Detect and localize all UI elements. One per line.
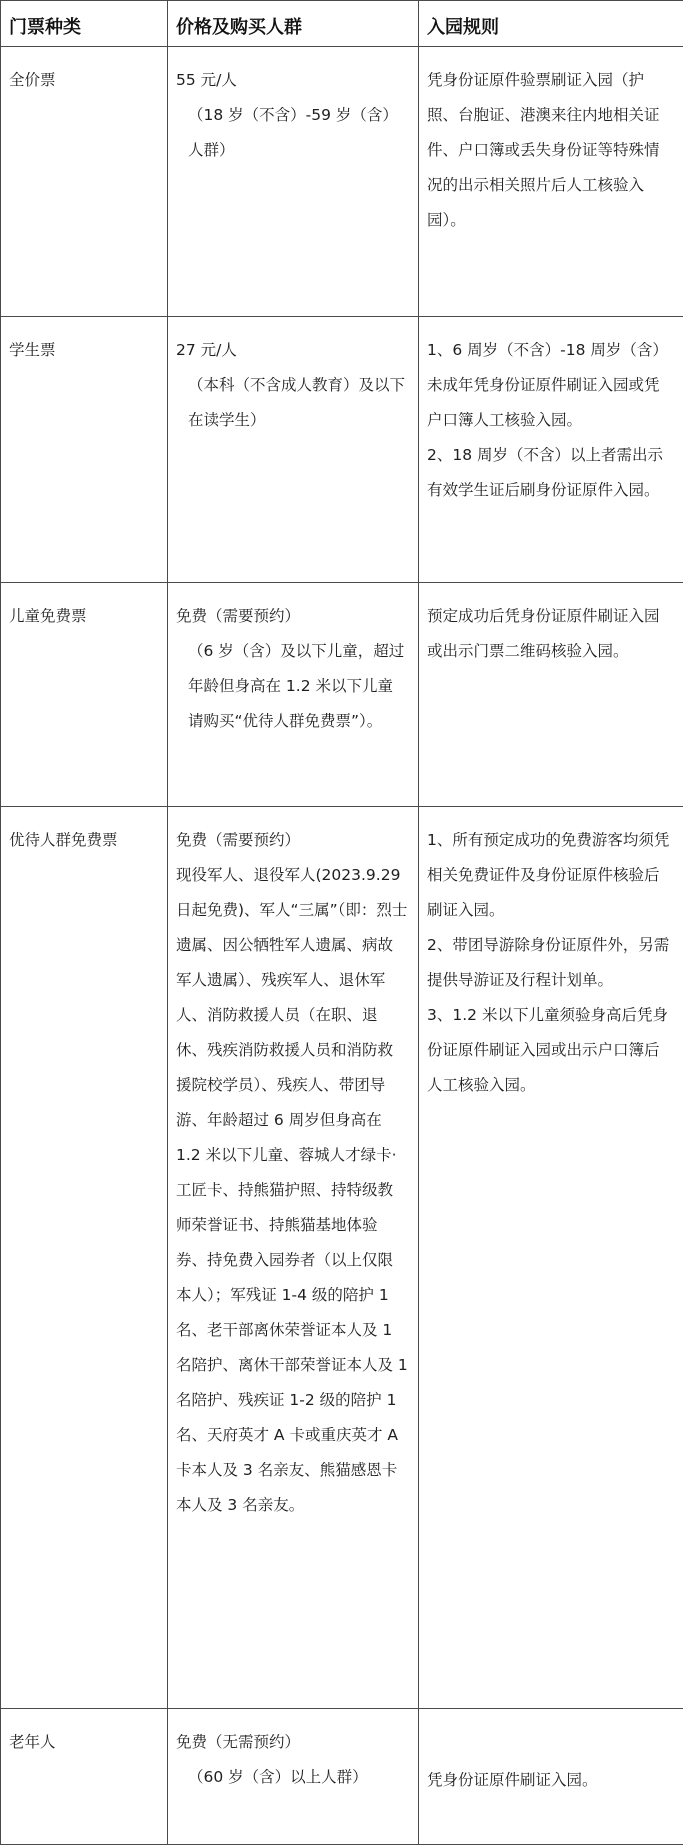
cell-ticket-type: 学生票	[1, 317, 168, 583]
cell-ticket-type: 老年人	[1, 1709, 168, 1845]
table-header	[1, 1, 683, 47]
cell-entry-rules	[419, 807, 683, 1709]
table-row-senior	[1, 1709, 683, 1845]
header-entry-rules: 入园规则	[419, 1, 683, 47]
price-value: 27 元/人	[176, 333, 408, 368]
price-audience: （18 岁（不含）-59 岁（含）人群）	[176, 98, 408, 168]
price-audience: （本科（不含成人教育）及以下在读学生）	[176, 368, 408, 438]
cell-ticket-type: 全价票	[1, 47, 168, 317]
cell-price	[168, 1709, 419, 1845]
rule-text: 凭身份证原件刷证入园。	[427, 1763, 673, 1798]
cell-price	[168, 583, 419, 807]
rule-item: 1、所有预定成功的免费游客均须凭相关免费证件及身份证原件核验后刷证入园。	[427, 823, 673, 928]
price-value: 55 元/人	[176, 63, 408, 98]
cell-ticket-type: 优待人群免费票	[1, 807, 168, 1709]
cell-entry-rules	[419, 47, 683, 317]
rule-item: 2、18 周岁（不含）以上者需出示有效学生证后刷身份证原件入园。	[427, 438, 673, 508]
rule-item: 3、1.2 米以下儿童须验身高后凭身份证原件刷证入园或出示户口簿后人工核验入园。	[427, 998, 673, 1103]
table-row-child-free	[1, 583, 683, 807]
cell-entry-rules	[419, 583, 683, 807]
price-value: 免费（需要预约）	[176, 823, 408, 858]
cell-entry-rules	[419, 317, 683, 583]
cell-price	[168, 47, 419, 317]
header-ticket-type: 门票种类	[1, 1, 168, 47]
rule-item: 1、6 周岁（不含）-18 周岁（含）未成年凭身份证原件刷证入园或凭户口簿人工核验入园。	[427, 333, 673, 438]
cell-price	[168, 317, 419, 583]
header-row	[1, 1, 683, 47]
price-audience: （60 岁（含）以上人群）	[176, 1760, 408, 1795]
price-audience: （6 岁（含）及以下儿童，超过年龄但身高在 1.2 米以下儿童请购买“优待人群免费票”）。	[176, 634, 408, 739]
price-value: 免费（需要预约）	[176, 599, 408, 634]
cell-entry-rules	[419, 1709, 683, 1845]
rule-item: 2、带团导游除身份证原件外，另需提供导游证及行程计划单。	[427, 928, 673, 998]
table-row-priority-free	[1, 807, 683, 1709]
table-row-student	[1, 317, 683, 583]
cell-price	[168, 807, 419, 1709]
table-row-full-price	[1, 47, 683, 317]
price-value: 免费（无需预约）	[176, 1725, 408, 1760]
rule-text: 凭身份证原件验票刷证入园（护照、台胞证、港澳来往内地相关证件、户口簿或丢失身份证等特殊情况的出示相关照片后人工核验入园）。	[427, 63, 673, 238]
header-price-audience: 价格及购买人群	[168, 1, 419, 47]
rule-text: 预定成功后凭身份证原件刷证入园或出示门票二维码核验入园。	[427, 599, 673, 669]
price-audience: 现役军人、退役军人(2023.9.29 日起免费)、军人“三属”（即：烈士遗属、因公牺牲军人遗属、病故军人遗属）、残疾军人、退休军人、消防救援人员（在职、退休、残疾消防救援人员和消防救援院校学员）、残疾人、带团导游、年龄超过 6 周岁但身高在 1.2 米以下儿童、蓉城人才绿卡·工匠卡、持熊猫护照、持特级教师荣誉证书、持熊猫基地体验券、持免费入园券者（以上仅限本人）；军残证 1-4 级的陪护 1 名、老干部离休荣誉证本人及 1 名陪护、离休干部荣誉证本人及 1 名陪护、残疾证 1-2 级的陪护 1 名、天府英才 A 卡或重庆英才 A 卡本人及 3 名亲友、熊猫感恩卡本人及 3 名亲友。	[176, 858, 408, 1523]
table-body	[1, 47, 683, 1845]
cell-ticket-type: 儿童免费票	[1, 583, 168, 807]
